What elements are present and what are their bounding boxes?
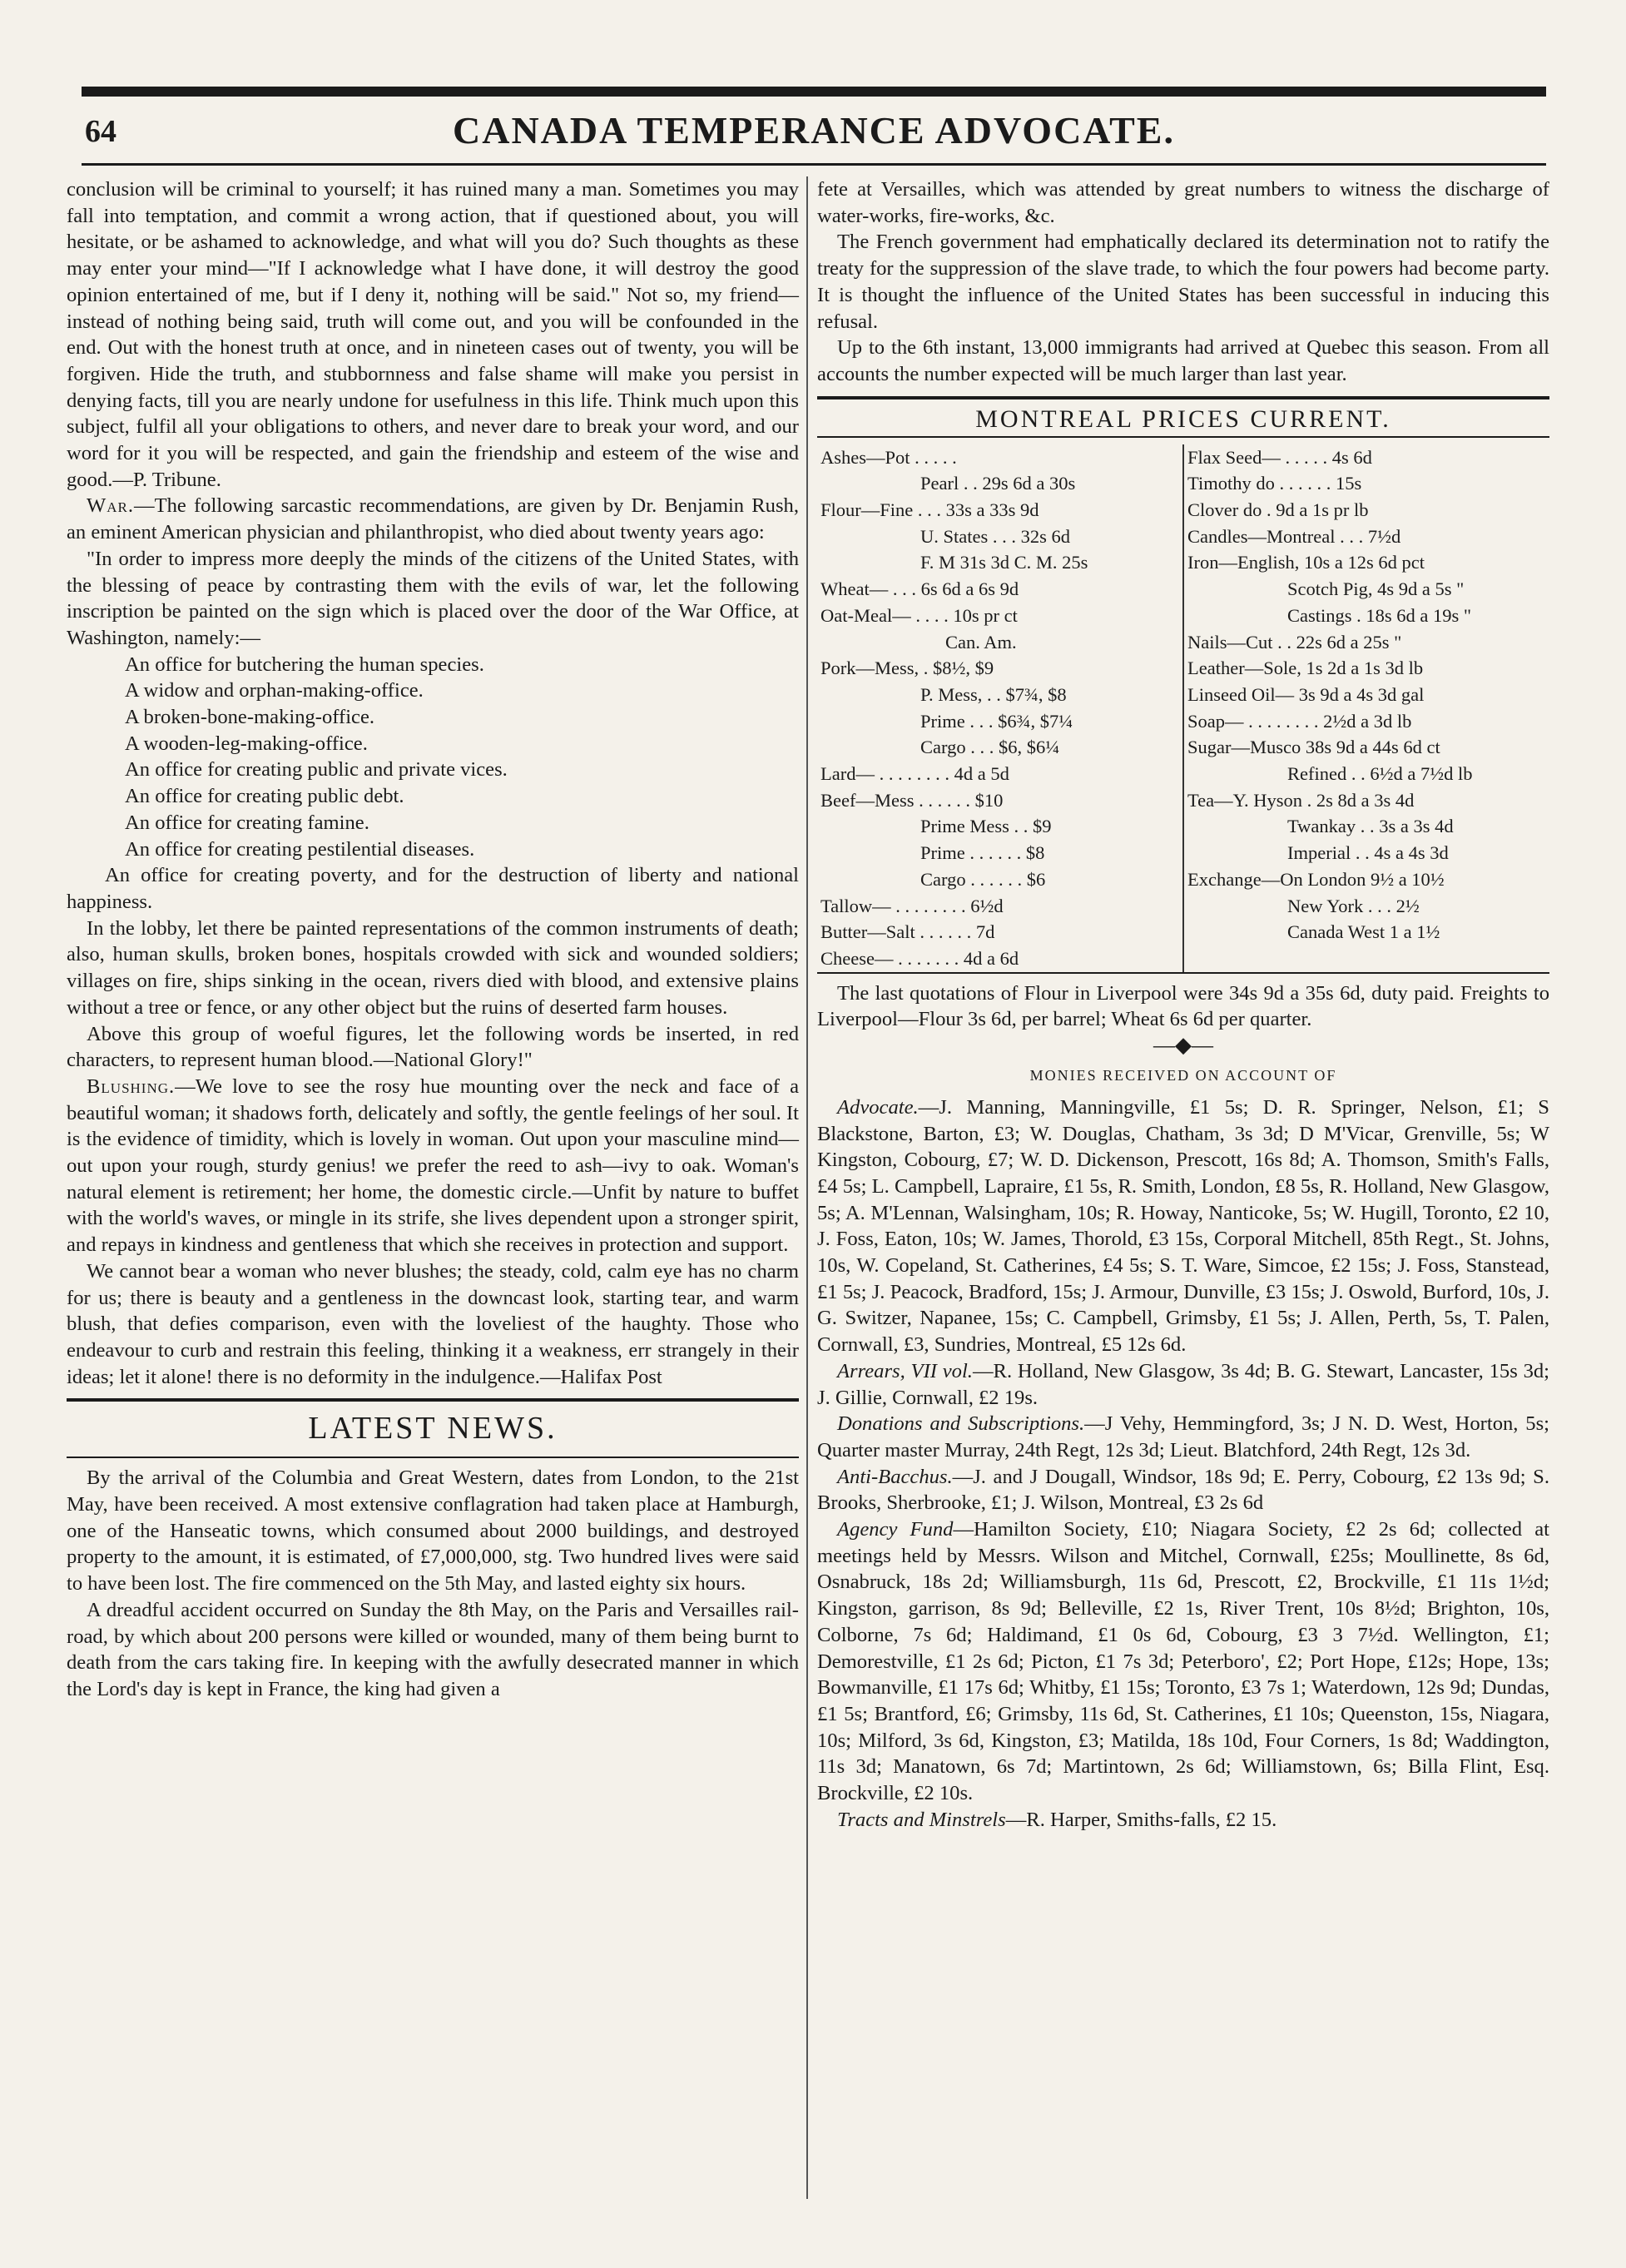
agency-heading: Agency Fund: [837, 1518, 954, 1541]
header-rule: [82, 163, 1546, 166]
advocate-text: —J. Manning, Manningville, £1 5s; D. R. Springer, Nelson, £1; S Blackstone, Barton, £3; W. Douglas, Chatham, 3s 3d; D M'Vicar, Grenville, 5s; W Kingston, Cobourg, £7; W. D. Dickenson, Prescott, 16s 8d; A. Thomson, Smith's Falls, £4 5s; L. Campbell, Lapraire, £1 5s, R. Smith, London, £8 5s, R. Holland, New Glasgow, 5s; A. M'Lennan, Walsingham, 10s; R. Howay, Nanticoke, 5s; W. Hugill, Toronto, £2 10, J. Foss, Eaton, 10s; W. James, Thorold, £3 15s, Corporal Mitchell, 85th Regt., St. Johns, 10s, W. Copeland, St. Catherines, £4 5s; S. T. Ware, Simcoe, £2 15s; J. Foss, Stanstead, £1 5s; J. Peacock, Bradford, 15s; J. Armour, Dunville, £3 15s; J. Oswold, Burford, 10s, J. G. Switzer, Napanee, 15s; C. Campbell, Grimsby, £1 5s; J. Allen, Perth, 5s, T. Palen, Cornwall, £3, Sundries, Montreal, £5 12s 6d.: [817, 1095, 1549, 1357]
advocate-heading: Advocate.: [837, 1095, 919, 1119]
continued-paragraph: fete at Versailles, which was attended by great numbers to witness the discharge of water-works, fire-works, &c.: [817, 178, 1549, 227]
section-rule: [817, 396, 1549, 400]
price-row: Imperial . . 4s a 4s 3d: [1287, 842, 1449, 864]
price-row: Linseed Oil— 3s 9d a 4s 3d gal: [1187, 683, 1425, 705]
page-number: 64: [85, 114, 116, 149]
agency-text: —Hamilton Society, £10; Niagara Society, £2 2s 6d; collected at meetings held by Messrs. Wilson and Mitchel, Cornwall, £25s; Moullinette, 8s 6d, Osnabruck, 18s 2d; Williamsburgh, 11s 6d, Prescott, £2, Brockville, £1 11s 1½d; Kingston, garrison, 8s 9d; Belleville, £2 1s, River Trent, 10s 8½d; Brighton, 10s, Colborne, 7s 6d; Haldimand, £1 0s 6d, Cobourg, £3 3 7½d. Wellington, £1; Demorestville, £1 2s 6d; Picton, £1 7s 3d; Peterboro', £2; Port Hope, £12s; Hope, 13s; Bowmanville, £1 17s 6d; Whitby, £1 15s; Toronto, £3 7s 1; Waterdown, 12s 9d; Dundas, £1 5s; Brantford, £6; Grimsby, 11s 6d, St. Catherines, £1 10s; Queenston, 15s, Niagara, 10s; Milford, 3s 6d, Kingston, £3; Matilda, 18s 10d, Four Corners, 1s 8d; Waddington, 11s 3d; Manatown, 6s 7d; Martintown, 2s 6d; Williamstown, 6s; Billa Flint, Esq. Brockville, £2 10s.: [817, 1518, 1549, 1805]
prices-heading: MONTREAL PRICES CURRENT.: [975, 404, 1391, 433]
office-list: [67, 652, 799, 863]
price-row: Cargo . . . $6, $6¼: [920, 737, 1060, 758]
monies-heading: MONIES RECEIVED ON ACCOUNT OF: [1029, 1067, 1337, 1084]
price-row: New York . . . 2½: [1287, 895, 1420, 916]
price-row: Timothy do . . . . . . 15s: [1187, 473, 1362, 494]
donations-heading: Donations and Subscriptions.: [837, 1412, 1085, 1436]
price-row: Pearl . . 29s 6d a 30s: [920, 473, 1076, 494]
news-paragraph: A dreadful accident occurred on Sunday the 8th May, on the Paris and Versailles rail-road, by which about 200 persons were killed or wounded, many of them being burnt to death from the cars taking fire. In keeping with the awfully desecrated manner in which the Lord's day is kept in France, the king had given a: [67, 1598, 799, 1700]
price-row: Pork—Mess, . $8½, $9: [820, 658, 994, 679]
section-rule: [817, 972, 1549, 974]
lobby-paragraph: In the lobby, let there be painted representations of the common instruments of death; also, human skulls, broken bones, hospitals crowded with sick and wounded soldiers; villages on fire, ships sinking in the ocean, rivers died with blood, and extensive plains without a tree or fence, or any other object but the ruins of deserted farm houses.: [67, 916, 799, 1019]
price-row: Scotch Pig, 4s 9d a 5s ": [1287, 578, 1465, 600]
blushing-paragraph: [67, 1074, 799, 1258]
price-row: Wheat— . . . 6s 6d a 6s 9d: [820, 578, 1019, 600]
prices-left-column: [817, 444, 1183, 972]
price-row: Tea—Y. Hyson . 2s 8d a 3s 4d: [1187, 789, 1415, 811]
price-row: Cheese— . . . . . . . 4d a 6d: [820, 947, 1019, 969]
list-item: A broken-bone-making-office.: [125, 706, 375, 729]
price-row: Clover do . 9d a 1s pr lb: [1187, 499, 1369, 521]
price-row: Iron—English, 10s a 12s 6d pct: [1187, 552, 1425, 573]
price-row: Lard— . . . . . . . . 4d a 5d: [820, 763, 1009, 785]
news-paragraph: By the arrival of the Columbia and Great Western, dates from London, to the 21st May, have been received. A most extensive conflagration had taken place at Hamburgh, one of the Hanseatic towns, which consumed about 2000 buildings, and destroyed property to the amount, it is estimated, of £7,000,000, stg. Two hundred lives were said to have been lost. The fire commenced on the 5th May, and lasted eighty six hours.: [67, 1467, 799, 1596]
war-quote: "In order to impress more deeply the minds of the citizens of the United States, with the blessing of peace by contrasting them with the evils of war, let the following inscription be painted on the sign which is placed over the door of the War Office, at Washington, namely:—: [67, 547, 799, 649]
price-row: Leather—Sole, 1s 2d a 1s 3d lb: [1187, 658, 1424, 679]
war-paragraph: [67, 493, 799, 545]
liverpool-paragraph: The last quotations of Flour in Liverpool were 34s 9d a 35s 6d, duty paid. Freights to Liverpool—Flour 3s 6d, per barrel; Wheat 6s 6d per quarter.: [817, 981, 1549, 1031]
above-paragraph: Above this group of woeful figures, let the following words be inserted, in red characters, to represent human blood.—National Glory!": [67, 1022, 799, 1072]
section-rule: [67, 1457, 799, 1458]
immigrants-paragraph: Up to the 6th instant, 13,000 immigrants had arrived at Quebec this season. From all accounts the number expected will be much larger than last year.: [817, 336, 1549, 385]
price-row: Castings . 18s 6d a 19s ": [1287, 604, 1472, 626]
list-item: A wooden-leg-making-office.: [125, 732, 368, 755]
price-row: Can. Am.: [945, 631, 1017, 653]
price-row: Flax Seed— . . . . . 4s 6d: [1187, 446, 1372, 468]
tracts-paragraph: [817, 1807, 1549, 1834]
blushing-text: —We love to see the rosy hue mounting over the neck and face of a beautiful woman; it shadows forth, delicately and softly, the gentle feelings of her soul. It is the evidence of timidity, which is lovely in woman. Out upon your masculine mind—out upon your rough, sturdy genius! we prefer the reed to ash—ivy to oak. Woman's natural element is retirement; her home, the domestic circle.—Unfit by nature to buffet with the world's waves, or mingle in its strife, she lives dependent upon a stronger spirit, and repays in kindness and gentleness that which she receives in protection and support.: [67, 1074, 799, 1257]
cannot-paragraph: We cannot bear a woman who never blushes; the steady, cold, calm eye has no charm for us; there is beauty and a gentleness in the downcast look, starting tear, and warm blush, that defies comparison, even with the loveliest of the haughty. Those who endeavour to curb and restrain this feeling, thinking it a weakness, err strangely in their ideas; let it alone! there is no deformity in the indulgence.—Halifax Post: [67, 1259, 799, 1388]
article-paragraph: conclusion will be criminal to yourself; it has ruined many a man. Sometimes you may fall into temptation, and commit a wrong action, that if questioned about, you will hesitate, or be ashamed to acknowledge, and what will you do? Such thoughts as these may enter your mind—"If I acknowledge what I have done, it will destroy the good opinion entertained of me, but if I deny it, nothing will be said." Not so, my friend—instead of nothing being said, truth will come out, and you will be confounded in the end. Out with the honest truth at once, and in nineteen cases out of twenty, you will be forgiven. Hide the truth, and stubbornness and false shame will make you persist in denying facts, till you are nearly undone for usefulness in this life. Think much upon this subject, fulfil all your obligations to others, and never dare to break your word, and our word for it you will be respected, and gain the friendship and esteem of the wise and good.—P. Tribune.: [67, 178, 799, 491]
price-row: F. M 31s 3d C. M. 25s: [920, 552, 1088, 573]
war-text: —The following sarcastic recommendations, are given by Dr. Benjamin Rush, an eminent American physician and philanthropist, who died about twenty years ago:: [67, 494, 799, 544]
price-row: Ashes—Pot . . . . .: [820, 446, 957, 468]
price-row: Cargo . . . . . . $6: [920, 868, 1046, 890]
price-row: Flour—Fine . . . 33s a 33s 9d: [820, 499, 1039, 521]
donations-text: —J Vehy, Hemmingford, 3s; J N. D. West, Horton, 5s; Quarter master Murray, 24th Regt, 12s 3d; Lieut. Blatchford, 24th Regt, 12s 3d.: [817, 1412, 1549, 1462]
agency-paragraph: [817, 1516, 1549, 1807]
section-rule: [67, 1398, 799, 1402]
list-item: A widow and orphan-making-office.: [125, 679, 424, 702]
price-row: Exchange—On London 9½ a 10½: [1187, 868, 1445, 890]
latest-news-heading: LATEST NEWS.: [308, 1411, 558, 1447]
arrears-heading: Arrears, VII vol.: [837, 1359, 973, 1382]
price-row: Beef—Mess . . . . . . $10: [820, 789, 1004, 811]
price-row: Sugar—Musco 38s 9d a 44s 6d ct: [1187, 737, 1440, 758]
ornament-divider: —◆—: [1153, 1033, 1213, 1058]
price-row: Twankay . . 3s a 3s 4d: [1287, 816, 1454, 837]
anti-bacchus-heading: Anti-Bacchus.: [837, 1465, 953, 1488]
tracts-text: —R. Harper, Smiths-falls, £2 15.: [1005, 1808, 1277, 1831]
war-heading: War.: [87, 494, 134, 518]
top-rule: [82, 87, 1546, 97]
price-row: Tallow— . . . . . . . . 6½d: [820, 895, 1004, 916]
price-row: Butter—Salt . . . . . . 7d: [820, 921, 995, 943]
right-column: [817, 176, 1549, 1833]
page-title: CANADA TEMPERANCE ADVOCATE.: [453, 109, 1175, 151]
section-rule: [817, 436, 1549, 438]
column-divider: [806, 176, 808, 2199]
price-row: Candles—Montreal . . . 7½d: [1187, 525, 1401, 547]
tracts-heading: Tracts and Minstrels: [837, 1808, 1006, 1831]
office-last: An office for creating poverty, and for the destruction of liberty and national happiness.: [67, 864, 799, 913]
arrears-text: —R. Holland, New Glasgow, 3s 4d; B. G. Stewart, Lancaster, 15s 3d; J. Gillie, Cornwall, £2 19s.: [817, 1359, 1549, 1409]
french-paragraph: The French government had emphatically declared its determination not to ratify the treaty for the suppression of the slave trade, to which the four powers had become party. It is thought the influence of the United States has been successful in inducing this refusal.: [817, 231, 1549, 333]
price-row: Refined . . 6½d a 7½d lb: [1287, 763, 1473, 785]
prices-table: [817, 444, 1549, 972]
blushing-heading: Blushing.: [87, 1074, 176, 1098]
anti-bacchus-paragraph: [817, 1464, 1549, 1516]
advocate-paragraph: [817, 1094, 1549, 1358]
price-row: Canada West 1 a 1½: [1287, 921, 1440, 943]
price-row: Nails—Cut . . 22s 6d a 25s ": [1187, 631, 1402, 653]
price-row: Soap— . . . . . . . . 2½d a 3d lb: [1187, 710, 1412, 732]
price-row: U. States . . . 32s 6d: [920, 525, 1070, 547]
price-row: Prime . . . . . . $8: [920, 842, 1045, 864]
price-row: Prime . . . $6¾, $7¼: [920, 710, 1073, 732]
prices-right-column: [1183, 444, 1549, 972]
anti-bacchus-text: —J. and J Dougall, Windsor, 18s 9d; E. Perry, Cobourg, £2 13s 9d; S. Brooks, Sherbrooke, £1; J. Wilson, Montreal, £3 2s 6d: [817, 1465, 1549, 1515]
left-column: [67, 176, 799, 1703]
arrears-paragraph: [817, 1358, 1549, 1411]
list-item: An office for creating famine.: [125, 811, 369, 834]
price-row: Prime Mess . . $9: [920, 816, 1052, 837]
list-item: An office for creating public debt.: [125, 785, 404, 808]
list-item: An office for creating public and private vices.: [125, 758, 508, 782]
price-row: P. Mess, . . $7¾, $8: [920, 683, 1067, 705]
page-header: [82, 108, 1546, 158]
list-item: An office for creating pestilential diseases.: [125, 837, 475, 861]
donations-paragraph: [817, 1411, 1549, 1463]
list-item: An office for butchering the human species.: [125, 653, 484, 676]
price-row: Oat-Meal— . . . . 10s pr ct: [820, 604, 1018, 626]
